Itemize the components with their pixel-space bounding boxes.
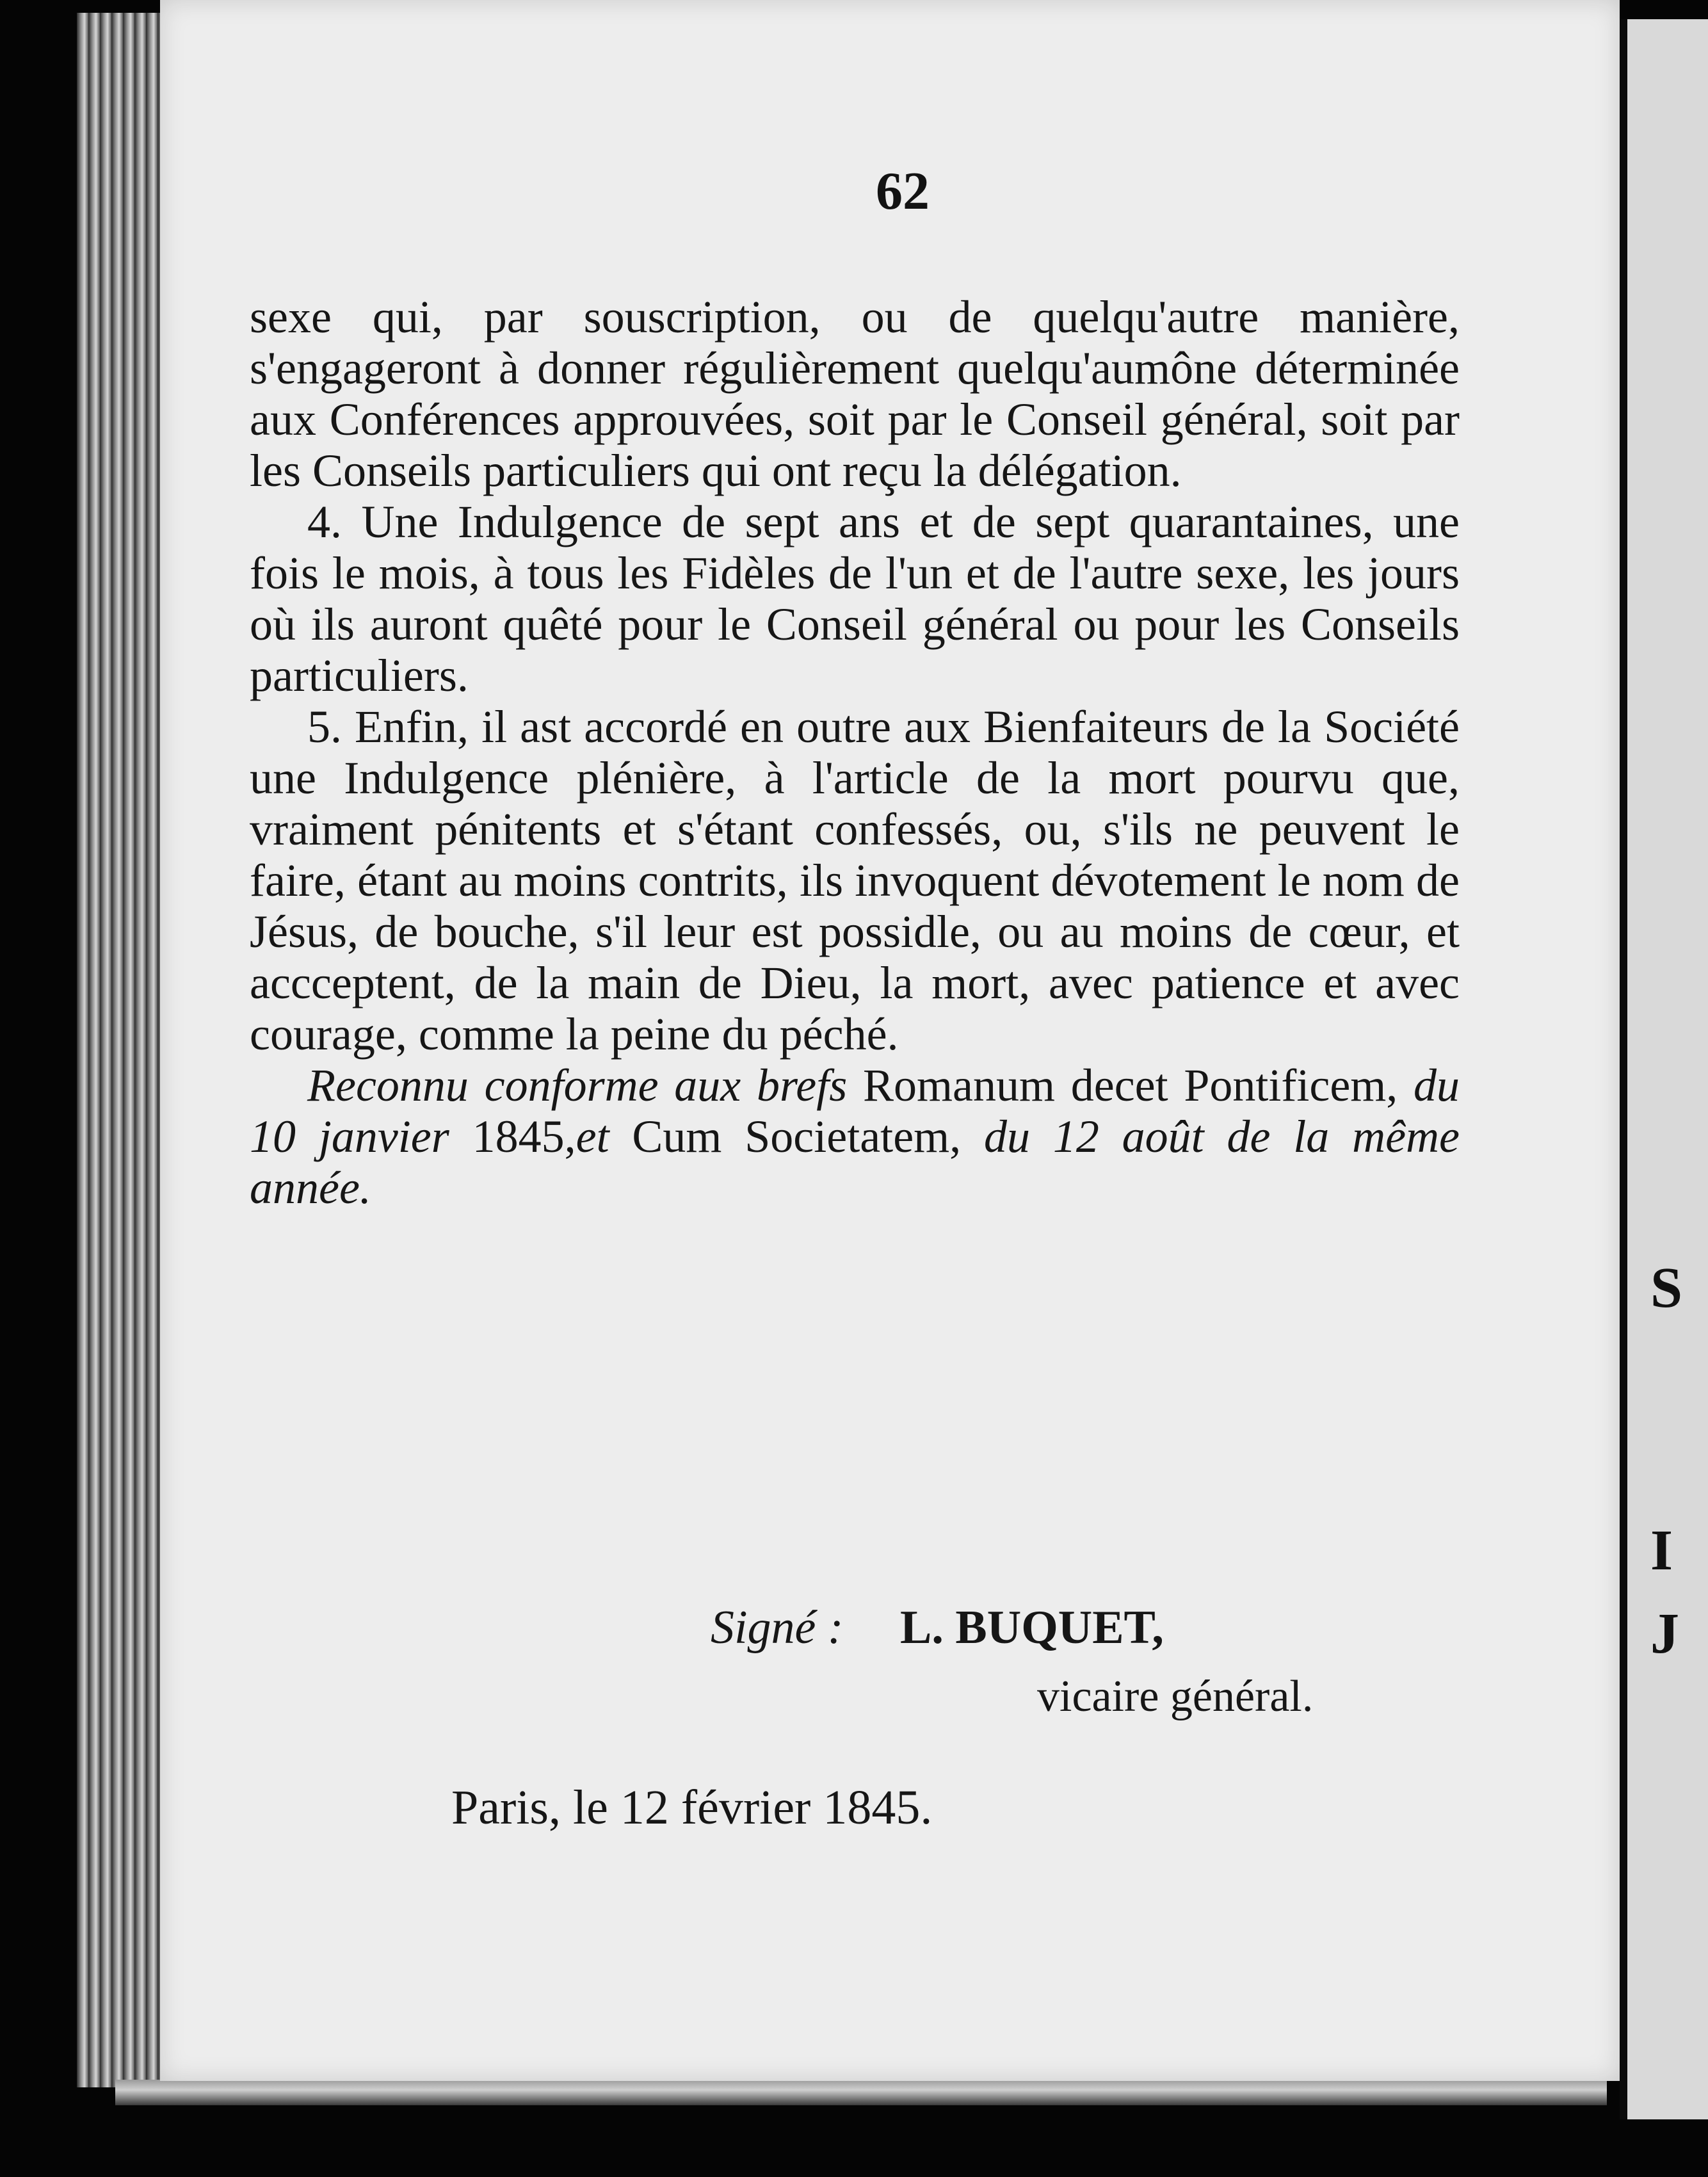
facing-page-edge xyxy=(1620,19,1708,2119)
paragraph-continuation: sexe qui, par souscription, ou de quelqu'autre manière, s'engageront à donner régulièrement quelqu'aumône déterminée aux Conférences approuvées, soit par le Conseil général, soit par les Conseils particuliers qui ont reçu la délégation. xyxy=(250,291,1460,496)
brief-date-2: du 12 août de la même année. xyxy=(250,1111,1460,1213)
page-bottom-edge xyxy=(115,2080,1607,2105)
signature-label: Signé : xyxy=(711,1601,844,1654)
brief-date-1: du 10 janvier xyxy=(250,1060,1460,1162)
brief-title-2: Cum Societatem, xyxy=(632,1111,962,1162)
attestation-conjunction: et xyxy=(576,1111,609,1162)
brief-title-1: Romanum decet Pontificem, xyxy=(863,1060,1398,1111)
brief-year-1: 1845, xyxy=(472,1111,576,1162)
paragraph-item-5: 5. Enfin, il ast accordé en outre aux Bienfaiteurs de la Société une Indulgence plénière, à l'article de la mort pourvu que, vraiment pénitents et s'étant confessés, ou, s'ils ne peuvent le faire, étant au moins contrits, ils invoquent dévotement le nom de Jésus, de bouche, s'il leur est possidle, ou au moins de cœur, et accceptent, de la main de Dieu, la mort, avec patience et avec courage, comme la peine du péché. xyxy=(250,701,1460,1060)
body-text xyxy=(250,291,1460,1213)
signatory-role: vicaire général. xyxy=(1037,1672,1314,1721)
bleed-letter: J xyxy=(1650,1602,1679,1665)
attestation-intro: Reconnu conforme aux brefs xyxy=(307,1060,848,1111)
bleed-letter: S xyxy=(1650,1256,1683,1320)
attestation-paragraph xyxy=(250,1060,1460,1213)
paragraph-item-4: 4. Une Indulgence de sept ans et de sept quarantaines, une fois le mois, à tous les Fidèles de l'un et de l'autre sexe, les jours où ils auront quêté pour le Conseil général ou pour les Conseils particuliers. xyxy=(250,496,1460,701)
page-number: 62 xyxy=(876,161,930,221)
bleed-letter: I xyxy=(1650,1519,1673,1582)
dateline: Paris, le 12 février 1845. xyxy=(451,1781,933,1834)
signature-line xyxy=(711,1601,1164,1655)
book-page-edges xyxy=(77,13,160,2087)
signature-name: L. BUQUET, xyxy=(900,1601,1164,1654)
